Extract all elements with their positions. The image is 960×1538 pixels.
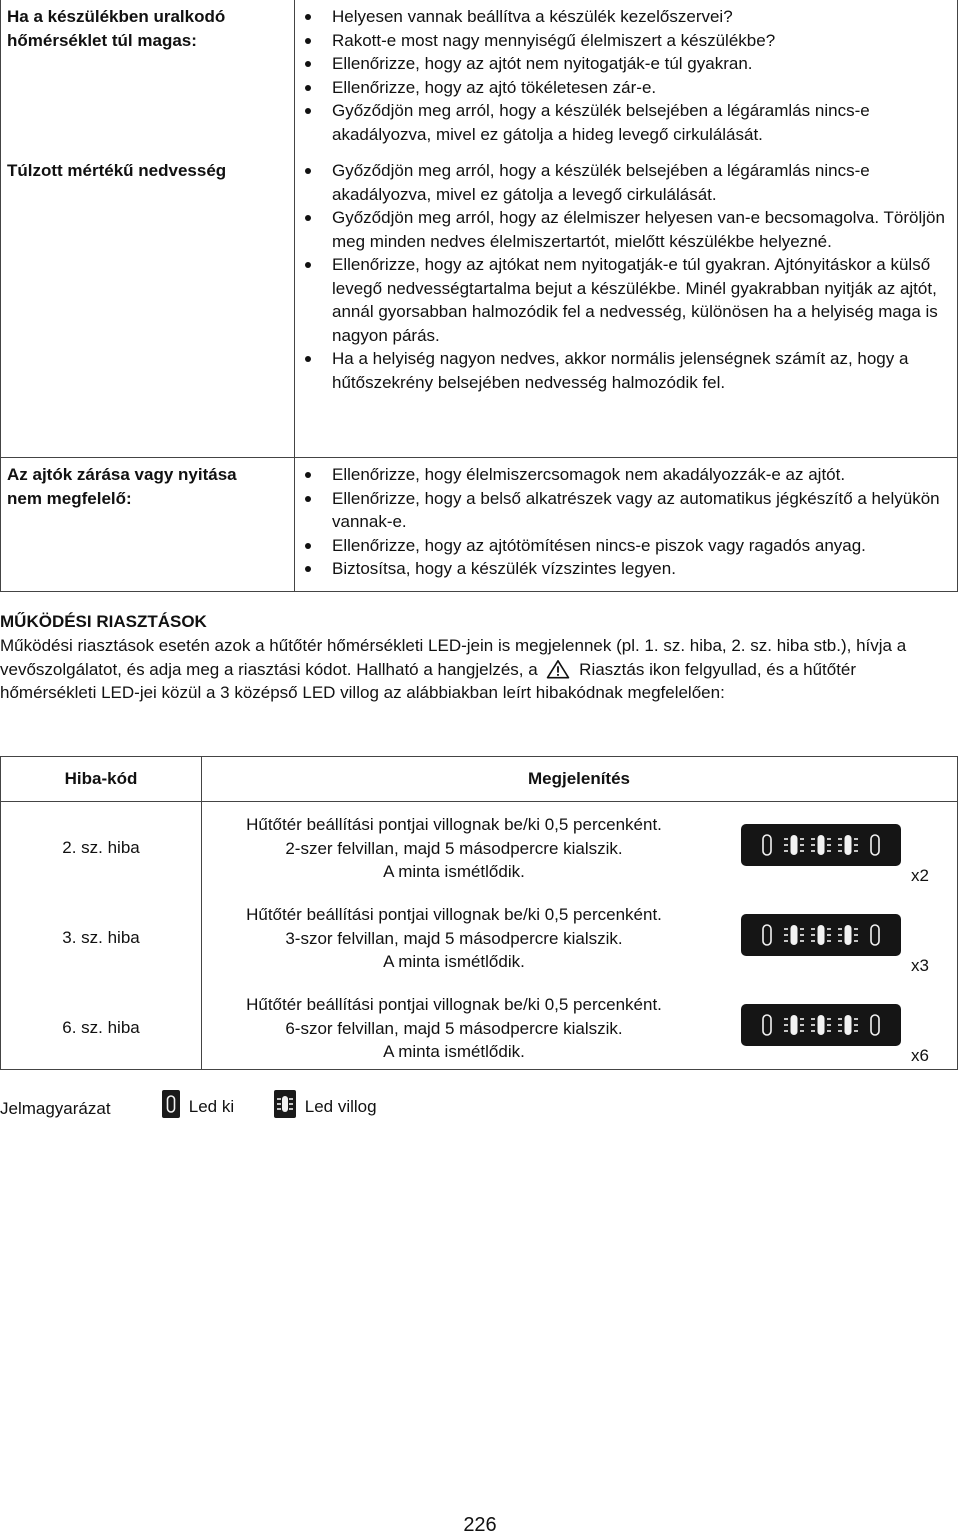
led-off-icon — [162, 1090, 180, 1118]
error-description: Hűtőtér beállítási pontjai villognak be/ki 0,5 percenként. 2-szer felvillan, majd 5 másodpercre kialszik. A minta ismétlődik. — [246, 815, 662, 881]
condition-high-temperature: Ha a készülékben uralkodó hőmérséklet túl magas: — [7, 7, 226, 50]
bullet-icon — [305, 108, 311, 114]
header-divider — [1, 801, 957, 802]
list-item: Ellenőrizze, hogy élelmiszercsomagok nem akadályozzák-e az ajtót. — [304, 463, 954, 487]
list-item: Helyesen vannak beállítva a készülék kezelőszervei? — [304, 5, 954, 29]
list-item: Győződjön meg arról, hogy a készülék belsejében a légáramlás nincs-e akadályozva, mivel ez gátolja a levegő cirkulálását. — [304, 159, 954, 206]
row-divider — [1, 457, 957, 458]
bullet-icon — [305, 168, 311, 174]
list-item: Ellenőrizze, hogy az ajtótömítésen nincs-e piszok vagy ragadós anyag. — [304, 534, 954, 558]
legend-label: Jelmagyarázat — [0, 1099, 111, 1118]
bullet-icon — [305, 496, 311, 502]
list-item: Győződjön meg arról, hogy a készülék belsejében a légáramlás nincs-e akadályozva, mivel ez gátolja a hideg levegő cirkulálását. — [304, 99, 954, 146]
header-display: Megjelenítés — [527, 769, 631, 788]
list-item: Ellenőrizze, hogy az ajtókat nem nyitogatják-e túl gyakran. Ajtónyitáskor a külső levegő nedvességtartalma bejut a készülékbe. Minél gyakrabban nyitják az ajtót, annál gyorsabban halmozódik fel a nedvesség, különösen ha a helyiség maga is nagyon párás. — [304, 253, 954, 347]
led-blink-icon — [274, 1090, 296, 1118]
list-item: Ellenőrizze, hogy a belső alkatrészek vagy az automatikus jégkészítő a helyükön vannak-e. — [304, 487, 954, 534]
error-description: Hűtőtér beállítási pontjai villognak be/ki 0,5 percenként. 6-szor felvillan, majd 5 másodpercre kialszik. A minta ismétlődik. — [246, 995, 662, 1061]
led-blink-icon — [838, 835, 858, 855]
bullet-icon — [305, 262, 311, 268]
alarms-paragraph: Működési riasztások esetén azok a hűtőtér hőmérsékleti LED-jein is megjelennek (pl. 1. sz. hiba, 2. sz. hiba stb.), hívja a vevőszolgálatot, és adja meg a riasztási kódot. Hallható a hangjelzés, a Riasztás ikon felgyullad, és a hűtőtér hőmérsékleti LED-jei közül a 3 középső LED villog az alábbiakban leírt hibakódnak megfelelően: — [0, 636, 907, 702]
led-blink-icon — [784, 835, 804, 855]
led-display-icon — [741, 914, 901, 956]
header-error-code: Hiba-kód — [64, 769, 138, 788]
bullet-icon — [305, 14, 311, 20]
bullet-icon — [305, 472, 311, 478]
led-off-icon — [763, 1015, 771, 1035]
bullet-icon — [305, 85, 311, 91]
bullet-icon — [305, 215, 311, 221]
bullet-icon — [305, 61, 311, 67]
led-blink-icon — [784, 1015, 804, 1035]
blink-count: x3 — [911, 956, 929, 975]
error-code-label: 6. sz. hiba — [62, 1018, 140, 1037]
error-description: Hűtőtér beállítási pontjai villognak be/ki 0,5 percenként. 3-szor felvillan, majd 5 másodpercre kialszik. A minta ismétlődik. — [246, 905, 662, 971]
list-item: Biztosítsa, hogy a készülék vízszintes legyen. — [304, 557, 954, 581]
blink-count: x6 — [911, 1046, 929, 1065]
checklist-high-temperature — [304, 5, 954, 146]
led-panel — [741, 1004, 901, 1046]
led-off-icon — [763, 835, 771, 855]
section-title-alarms: MŰKÖDÉSI RIASZTÁSOK — [0, 612, 207, 631]
led-display-icon — [741, 824, 901, 866]
led-panel — [741, 914, 901, 956]
blink-count: x2 — [911, 866, 929, 885]
troubleshooting-table — [0, 0, 958, 592]
led-off-icon — [763, 925, 771, 945]
condition-excess-humidity: Túlzott mértékű nedvesség — [7, 161, 227, 180]
led-blink-icon — [784, 925, 804, 945]
checklist-door-closing — [304, 463, 954, 581]
list-item: Ellenőrizze, hogy az ajtó tökéletesen zár-e. — [304, 76, 954, 100]
led-blink-icon — [811, 925, 831, 945]
error-code-table — [0, 756, 958, 1070]
led-off-icon — [871, 835, 879, 855]
checklist-excess-humidity — [304, 159, 954, 394]
error-code-label: 3. sz. hiba — [62, 928, 140, 947]
list-item: Ha a helyiség nagyon nedves, akkor normális jelenségnek számít az, hogy a hűtőszekrény belsejében nedvesség halmozódik fel. — [304, 347, 954, 394]
column-divider — [294, 0, 295, 591]
led-blink-icon — [811, 835, 831, 855]
list-item: Ellenőrizze, hogy az ajtót nem nyitogatják-e túl gyakran. — [304, 52, 954, 76]
led-off-icon — [871, 925, 879, 945]
led-blink-icon — [838, 1015, 858, 1035]
list-item: Győződjön meg arról, hogy az élelmiszer helyesen van-e becsomagolva. Töröljön meg minden nedves élelmiszertartót, mielőtt készülékbe helyezné. — [304, 206, 954, 253]
bullet-icon — [305, 356, 311, 362]
warning-triangle-icon — [545, 659, 571, 679]
led-off-icon — [871, 1015, 879, 1035]
bullet-icon — [305, 38, 311, 44]
led-blink-icon — [811, 1015, 831, 1035]
legend-led-off: Led ki — [162, 1090, 234, 1119]
led-blink-icon — [838, 925, 858, 945]
list-item: Rakott-e most nagy mennyiségű élelmiszert a készülékbe? — [304, 29, 954, 53]
bullet-icon — [305, 543, 311, 549]
led-display-icon — [741, 1004, 901, 1046]
legend-led-blink: Led villog — [274, 1090, 377, 1119]
condition-door-closing: Az ajtók zárása vagy nyitása nem megfelelő: — [7, 465, 237, 508]
led-panel — [741, 824, 901, 866]
error-code-label: 2. sz. hiba — [62, 838, 140, 857]
bullet-icon — [305, 566, 311, 572]
page-number: 226 — [463, 1514, 497, 1536]
